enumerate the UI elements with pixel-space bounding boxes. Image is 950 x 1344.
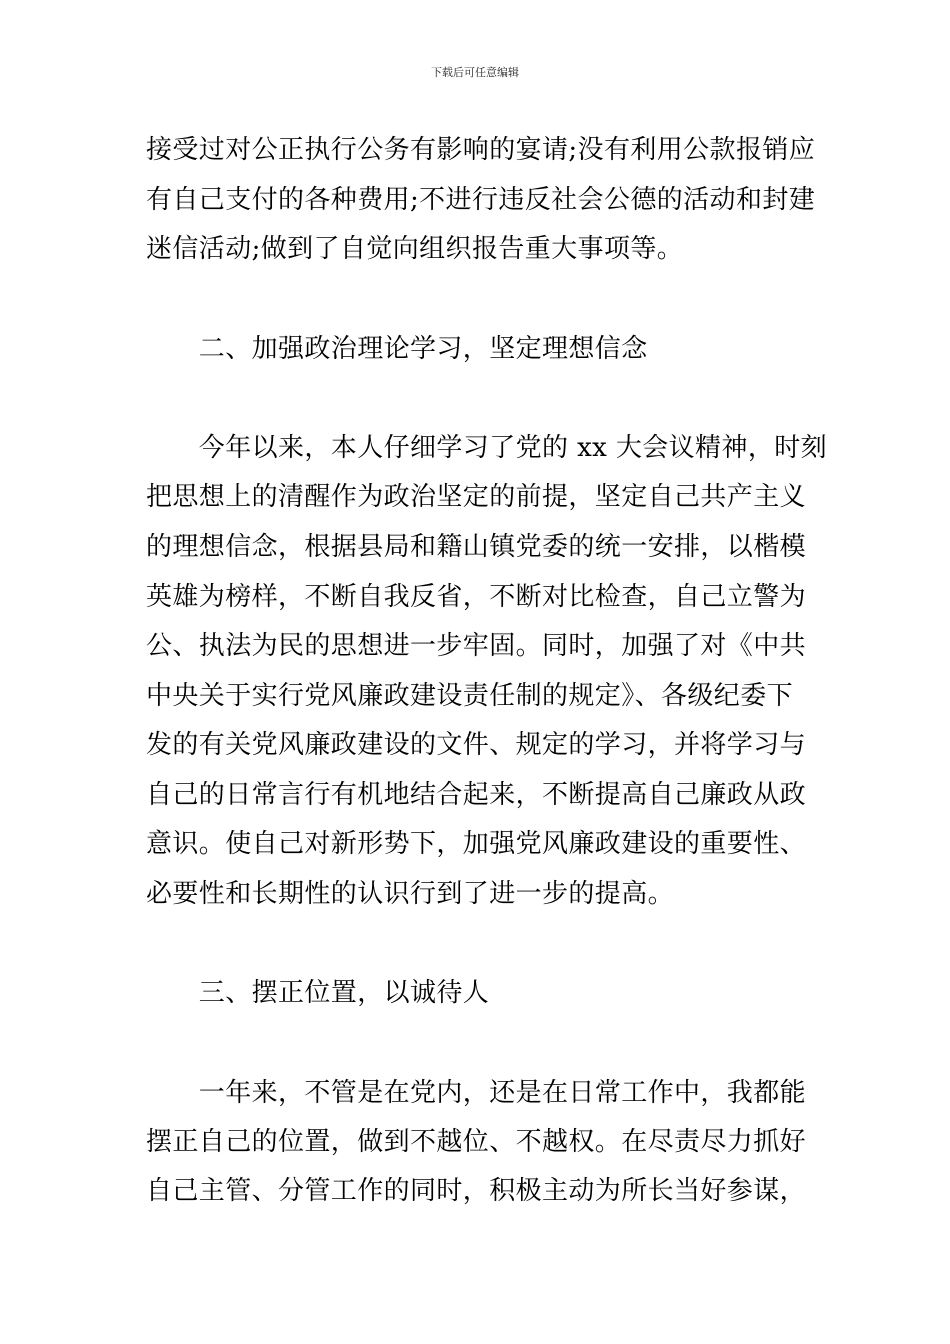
paragraph-line: 把思想上的清醒作为政治坚定的前提，坚定自己共产主义 [146,482,807,512]
paragraph-line: 英雄为榜样，不断自我反省，不断对比检查，自己立警为 [146,582,807,612]
paragraph-line: 的理想信念，根据县局和籍山镇党委的统一安排，以楷模 [146,532,807,562]
section-heading: 三、摆正位置，以诚待人 [146,978,490,1008]
paragraph-line: 自己主管、分管工作的同时，积极主动为所长当好参谋， [146,1176,807,1206]
paragraph-line: 意识。使自己对新形势下，加强党风廉政建设的重要性、 [146,829,807,859]
paragraph-line: 摆正自己的位置，做到不越位、不越权。在尽责尽力抓好 [146,1127,807,1157]
section-heading: 二、加强政治理论学习，坚定理想信念 [146,334,648,364]
paragraph-line: 有自己支付的各种费用;不进行违反社会公德的活动和封建 [146,185,816,215]
paragraph-line: 今年以来，本人仔细学习了党的 xx 大会议精神，时刻 [146,433,828,463]
paragraph-line: 必要性和长期性的认识行到了进一步的提高。 [146,879,675,909]
paragraph-line: 接受过对公正执行公务有影响的宴请;没有利用公款报销应 [146,135,816,165]
paragraph-line: 发的有关党风廉政建设的文件、规定的学习，并将学习与 [146,730,807,760]
paragraph-line: 一年来，不管是在党内，还是在日常工作中，我都能 [146,1078,807,1108]
paragraph-line: 公、执法为民的思想进一步牢固。同时，加强了对《中共 [146,631,807,661]
paragraph-line: 迷信活动;做到了自觉向组织报告重大事项等。 [146,234,684,264]
paragraph-line: 中央关于实行党风廉政建设责任制的规定》、各级纪委下 [146,681,794,711]
paragraph-line: 自己的日常言行有机地结合起来，不断提高自己廉政从政 [146,780,807,810]
page-header-note: 下载后可任意编辑 [431,66,519,79]
